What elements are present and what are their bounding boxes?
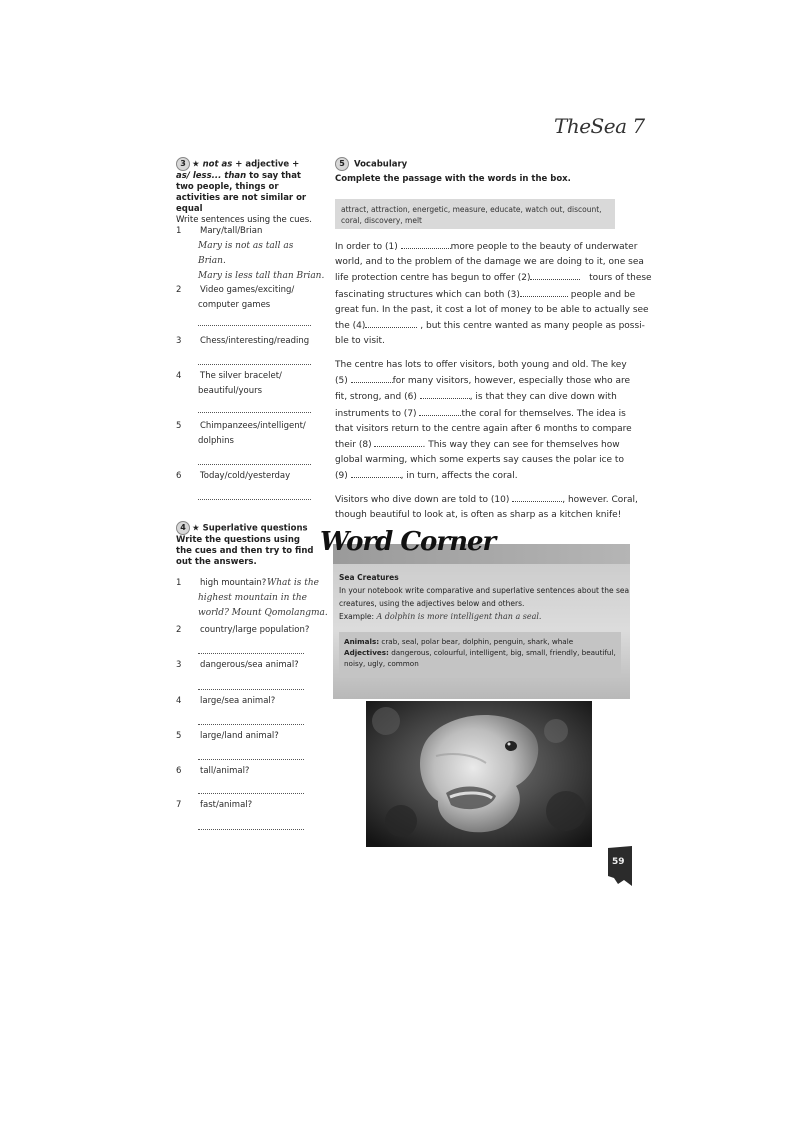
exercise-5-instruction: Complete the passage with the words in the box. (335, 174, 571, 184)
word-box-text: attract, attraction, energetic, measure, educate, watch out, discount, coral, discovery, melt (341, 205, 602, 225)
passage-paragraph-1: In order to (1) more people to the beauty of underwater world, and to the problem of the damage we are doing to it, one sea life protection centre has begun to offer (2) tours of these fascinating structures which can both (3) people and be great fun. In the past, it cost a lot of money to be able to actually see the (4) , but this centre wanted as many people as possi- ble to visit. (335, 239, 625, 349)
ex3-item-4-line2: beautiful/yours (198, 386, 263, 396)
word-corner-title: Sea Creatures (339, 573, 399, 582)
photo-sea-creature (366, 701, 592, 847)
exercise-5-number: 5 (335, 157, 349, 171)
page-number: 59 (612, 857, 625, 867)
ex4-answer-1a: What is the (267, 578, 319, 588)
ex4-answer-line-6[interactable] (198, 793, 304, 794)
blank-4[interactable] (365, 318, 417, 328)
page-number-badge (606, 846, 632, 886)
word-corner-example: Example: A dolphin is more intelligent than a seal. (339, 612, 542, 621)
blank-9[interactable] (351, 468, 401, 478)
ex3-answer-line-5[interactable] (198, 464, 311, 465)
ex3-item-2-line2: computer games (198, 300, 271, 310)
ex4-answer-line-4[interactable] (198, 724, 304, 725)
word-corner-line-1: In your notebook write comparative and superlative sentences about the sea (339, 586, 630, 595)
exercise-4-heading: 4 ★ Superlative questions Write the questions using the cues and then try to find out the answers. (176, 521, 316, 568)
word-corner-lists: Animals: crab, seal, polar bear, dolphin, penguin, shark, whale Adjectives: dangerous, colourful, intelligent, big, small, friendly, beautiful, noisy, ugly, common (344, 637, 616, 668)
exercise-3-heading: 3 ★ not as + adjective + as/ less... than to say that two people, things or activities are not similar or equal Write sentences using the cues. (176, 157, 316, 226)
ex3-answer-line-6[interactable] (198, 499, 311, 500)
ex4-answer-line-3[interactable] (198, 689, 304, 690)
blank-2[interactable] (530, 270, 580, 280)
blank-7[interactable] (419, 406, 461, 416)
passage-paragraph-3: Visitors who dive down are told to (10) , however. Coral, though beautiful to look at, is often as sharp as a kitchen knife! (335, 492, 625, 523)
ex3-answer-line-4[interactable] (198, 412, 311, 413)
exercise-5-heading: 5 Vocabulary Complete the passage with the words in the box. (335, 157, 625, 185)
blank-10[interactable] (512, 492, 562, 502)
blank-5[interactable] (351, 373, 393, 383)
blank-6[interactable] (420, 389, 470, 399)
ex3-answer-line-3[interactable] (198, 364, 311, 365)
passage-paragraph-2: The centre has lots to offer visitors, both young and old. The key (5) for many visitors, however, especially those who are fit, strong, and (6) , is that they can dive down with instruments to (7) the coral for themselves. The idea is that visitors return to the centre again after 6 months to compare their (8) . This way they can see for themselves how global warming, which some experts say causes the polar ice to (9) , in turn, affects the coral. (335, 360, 632, 482)
ex4-answer-line-2[interactable] (198, 653, 304, 654)
word-corner-line-2: creatures, using the adjectives below and others. (339, 599, 525, 608)
exercise-3-number: 3 (176, 157, 190, 171)
ex3-answer-line-2[interactable] (198, 325, 311, 326)
ex4-answer-line-5[interactable] (198, 759, 304, 760)
exercise-4-instruction: Write the questions using the cues and then try to find out the answers. (176, 535, 314, 567)
word-corner-logo: Word Corner (320, 527, 496, 557)
ex4-answer-line-7[interactable] (198, 829, 304, 830)
page-header-title: TheSea 7 (554, 114, 645, 138)
word-corner-content (339, 571, 630, 623)
exercise-4-number: 4 (176, 521, 190, 535)
word-box (335, 199, 615, 229)
blank-3[interactable] (520, 287, 568, 297)
ex4-answer-1b: highest mountain in the (198, 593, 307, 603)
ex3-answer-1: Mary is not as tall as Brian. Mary is less tall than Brian. (198, 241, 325, 281)
blank-8[interactable] (374, 437, 422, 447)
ex3-item-5-line2: dolphins (198, 436, 234, 446)
exercise-3-instruction: Write sentences using the cues. (176, 215, 312, 225)
blank-1[interactable] (401, 239, 451, 249)
ex4-answer-1c: world? Mount Qomolangma. (198, 608, 328, 618)
